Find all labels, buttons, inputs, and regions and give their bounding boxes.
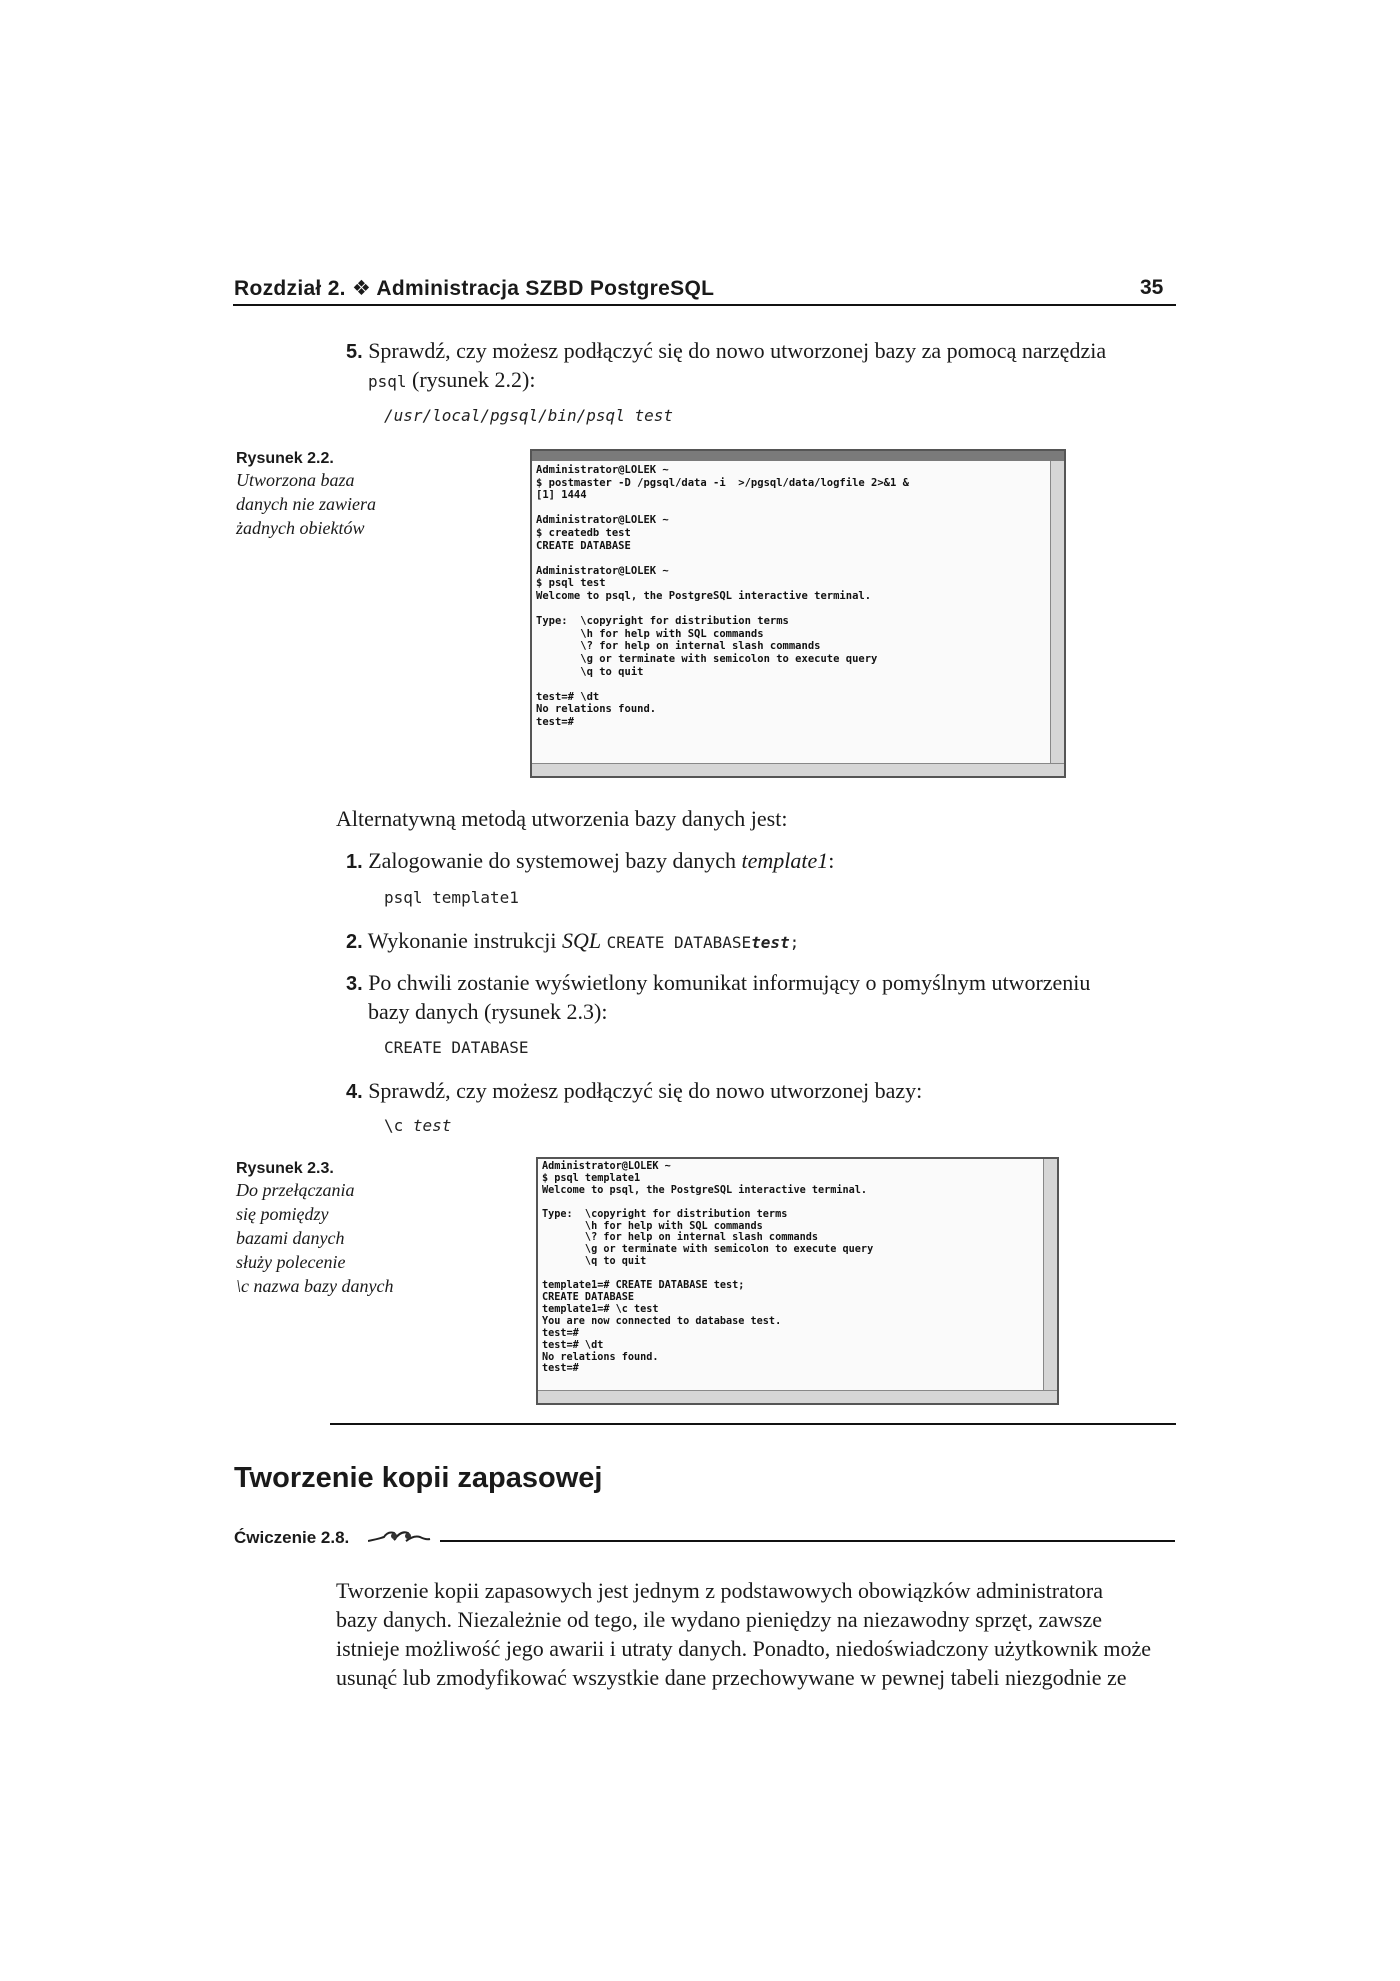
step-1-command: psql template1 xyxy=(384,888,519,907)
figure-2-3-caption-line: się pomiędzy xyxy=(236,1204,329,1224)
terminal-horizontal-scrollbar xyxy=(538,1390,1057,1403)
step-1 xyxy=(346,846,834,877)
terminal-title-bar xyxy=(532,451,1064,461)
figure-2-2-caption xyxy=(236,450,426,540)
header-rule xyxy=(233,304,1176,306)
running-header-title: Rozdział 2. ❖ Administracja SZBD PostgreSQL xyxy=(234,277,715,300)
step-1-after: : xyxy=(828,848,835,873)
terminal-vertical-scrollbar xyxy=(1043,1159,1057,1391)
terminal-output: Administrator@LOLEK ~ $ postmaster -D /pgsql/data -i >/pgsql/data/logfile 2>&1 & [1] 1444 Administrator@LOLEK ~ $ createdb test CREATE DATABASE Administrator@LOLEK ~ $ psql test Welcome to psql, the PostgreSQL interactive terminal. Type: \copyright for distribution terms \h for help with SQL commands \? for help on internal slash commands \g or terminate with semicolon to execute query \q to quit test=# \dt No relations found. test=# xyxy=(536,464,909,728)
terminal-horizontal-scrollbar xyxy=(532,763,1064,776)
step-4-command-prefix: \c xyxy=(384,1116,404,1135)
step-5-text-b: (rysunek 2.2): xyxy=(412,367,536,392)
step-4-command xyxy=(384,1116,451,1135)
alt-method-intro: Alternatywną metodą utworzenia bazy danych jest: xyxy=(336,806,788,831)
step-2-code-end: ; xyxy=(789,933,800,952)
step-3-command: CREATE DATABASE xyxy=(384,1038,529,1057)
step-1-italic: template1 xyxy=(741,848,829,873)
step-3-number: 3. xyxy=(346,973,363,995)
paragraph-line: istnieje możliwość jego awarii i utraty danych. Ponadto, niedoświadczony użytkownik może xyxy=(336,1636,1152,1661)
figure-2-2-caption-line: danych nie zawiera xyxy=(236,494,376,514)
step-5 xyxy=(346,336,1176,367)
step-3-line1: Po chwili zostanie wyświetlony komunikat informujący o pomyślnym utworzeniu xyxy=(368,970,1091,995)
step-1-text: Zalogowanie do systemowej bazy danych xyxy=(368,848,736,873)
step-5-text: Sprawdź, czy możesz podłączyć się do nowo utworzonej bazy za pomocą narzędzia xyxy=(368,338,1107,363)
figure-2-3-terminal-screenshot xyxy=(536,1157,1059,1405)
figure-2-3-label: Rysunek 2.3. xyxy=(236,1160,334,1177)
step-5-number: 5. xyxy=(346,341,363,363)
exercise-ornament-icon xyxy=(368,1527,438,1549)
paragraph-line: usunąć lub zmodyfikować wszystkie dane przechowywane w pewnej tabeli niezgodnie ze xyxy=(336,1665,1127,1690)
step-5-line2 xyxy=(368,365,535,396)
exercise-label: Ćwiczenie 2.8. xyxy=(234,1528,350,1547)
step-2-number: 2. xyxy=(346,931,363,953)
step-4-text: Sprawdź, czy możesz podłączyć się do nowo utworzonej bazy: xyxy=(368,1078,923,1103)
step-4-command-arg: test xyxy=(412,1116,452,1135)
figure-2-2-terminal-screenshot xyxy=(530,449,1066,778)
step-2-code-arg: test xyxy=(751,933,790,952)
section-paragraph xyxy=(336,1576,1176,1692)
figure-2-3-caption xyxy=(236,1160,436,1298)
figure-2-3-caption-line: służy polecenie xyxy=(236,1252,346,1272)
step-1-number: 1. xyxy=(346,851,363,873)
exercise-rule xyxy=(440,1540,1175,1542)
figure-2-3-caption-line: Do przełączania xyxy=(236,1180,355,1200)
step-2 xyxy=(346,926,799,957)
figure-2-2-label: Rysunek 2.2. xyxy=(236,450,334,467)
step-2-code: CREATE DATABASE xyxy=(606,933,752,952)
figure-2-3-caption-line: bazami danych xyxy=(236,1228,345,1248)
step-2-italic: SQL xyxy=(561,928,602,953)
section-separator xyxy=(330,1423,1176,1425)
figure-2-2-caption-line: Utworzona baza xyxy=(236,470,355,490)
step-3-line2: bazy danych (rysunek 2.3): xyxy=(368,999,608,1024)
step-5-command: /usr/local/pgsql/bin/psql test xyxy=(384,406,673,425)
paragraph-line: bazy danych. Niezależnie od tego, ile wydano pieniędzy na niezawodny sprzęt, zawsze xyxy=(336,1607,1103,1632)
figure-2-2-caption-line: żadnych obiektów xyxy=(236,518,365,538)
section-heading: Tworzenie kopii zapasowej xyxy=(234,1462,603,1494)
page-number: 35 xyxy=(1140,276,1164,299)
step-2-text: Wykonanie instrukcji xyxy=(367,928,557,953)
step-4 xyxy=(346,1076,922,1107)
step-4-number: 4. xyxy=(346,1081,363,1103)
terminal-vertical-scrollbar xyxy=(1050,461,1064,764)
terminal-output: Administrator@LOLEK ~ $ psql template1 Welcome to psql, the PostgreSQL interactive terminal. Type: \copyright for distribution terms \h for help with SQL commands \? for help on internal slash commands \g or terminate with semicolon to execute query \q to quit template1=# CREATE DATABASE test; CREATE DATABASE template1=# \c test You are now connected to database test. test=# test=# \dt No relations found. test=# xyxy=(542,1161,874,1375)
paragraph-line: Tworzenie kopii zapasowych jest jednym z podstawowych obowiązków administratora xyxy=(336,1578,1104,1603)
figure-2-3-caption-line: \c nazwa bazy danych xyxy=(236,1276,394,1296)
step-5-code: psql xyxy=(368,372,407,391)
step-3 xyxy=(346,968,1090,999)
